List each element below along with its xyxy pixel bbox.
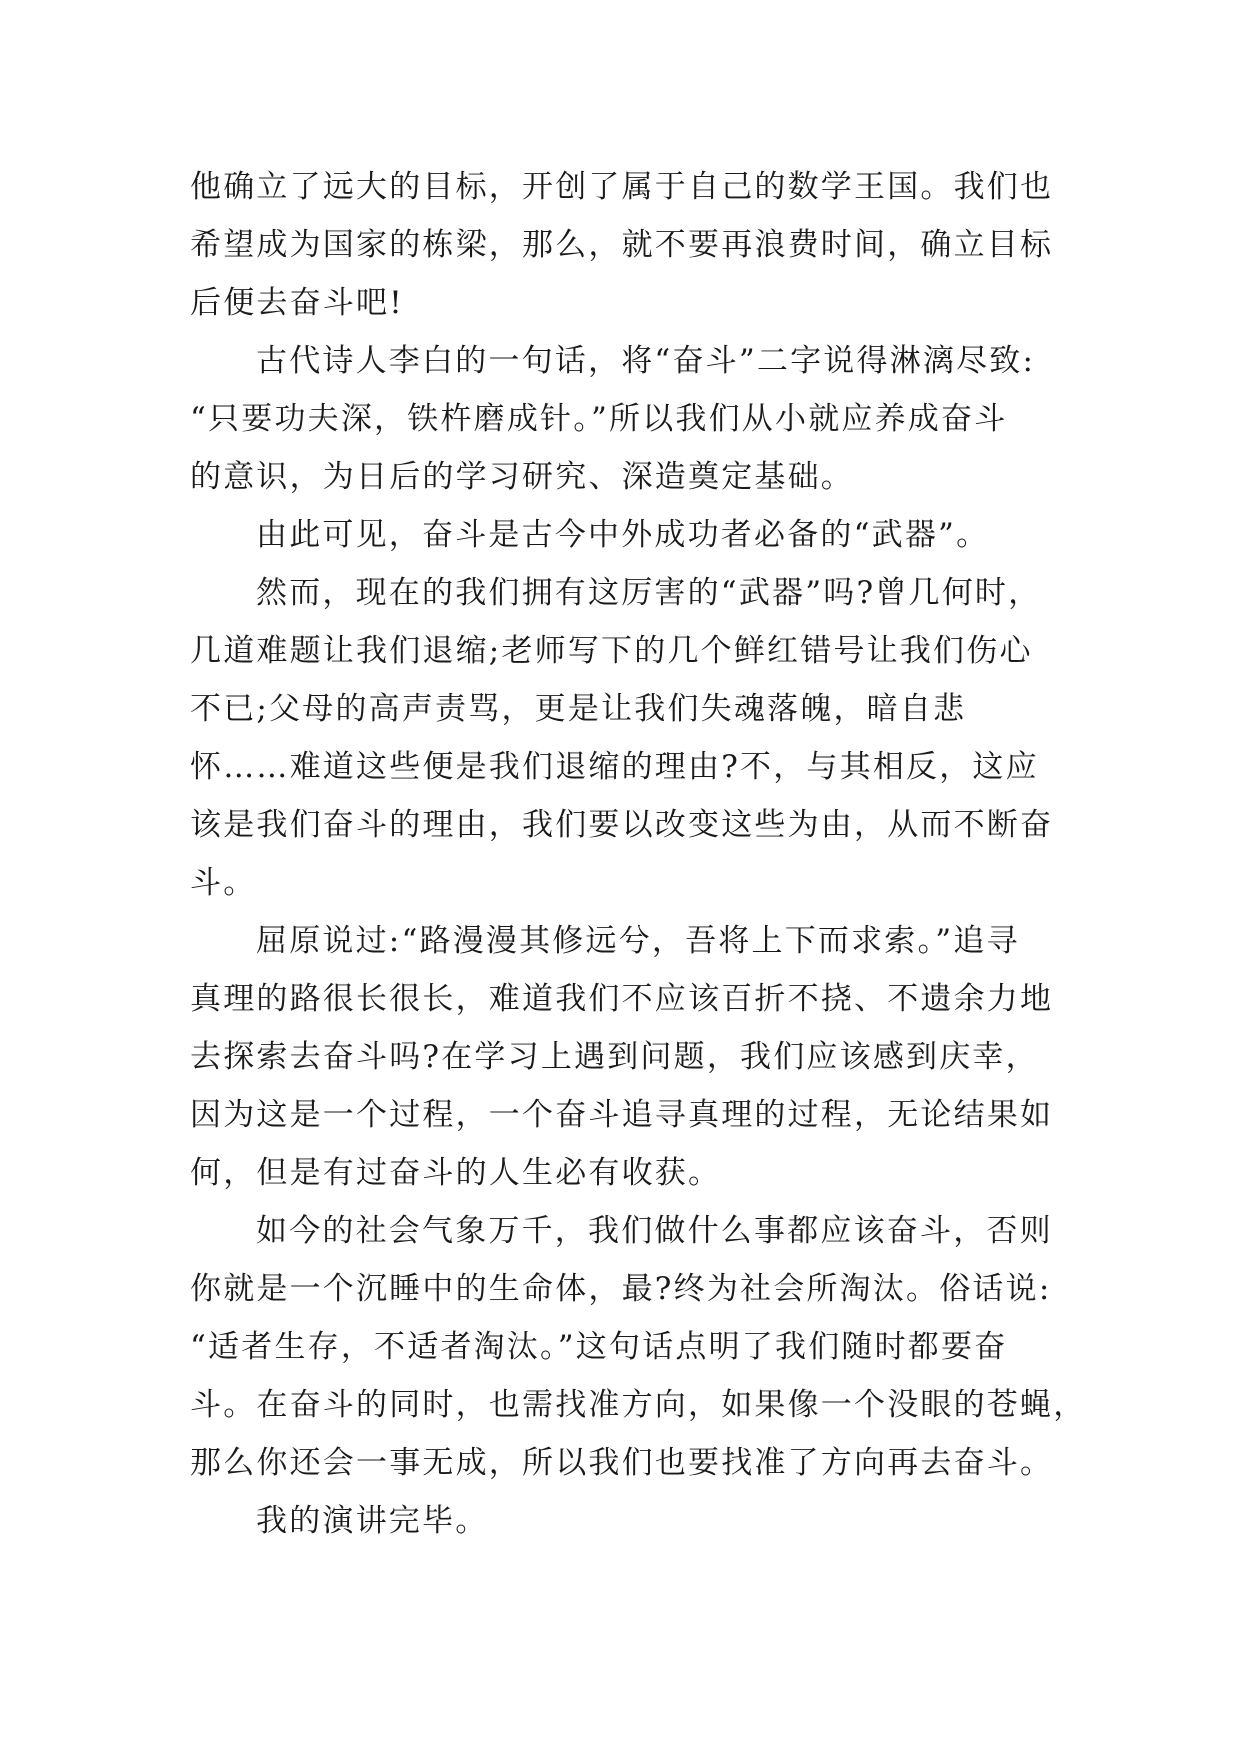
text-line: 几道难题让我们退缩;老师写下的几个鲜红错号让我们伤心 [190,633,1033,669]
text-line: 斗。在奋斗的同时，也需找准方向，如果像一个没眼的苍蝇， [190,1387,1087,1423]
text-line: 何，但是有过奋斗的人生必有收获。 [190,1155,722,1191]
text-line: 去探索去奋斗吗?在学习上遇到问题，我们应该感到庆幸， [190,1039,1039,1075]
text-line: 后便去奋斗吧! [190,285,404,321]
text-line: “只要功夫深，铁杵磨成针。”所以我们从小就应养成奋斗 [190,401,1008,437]
paragraph-4 [190,564,1060,912]
text-line: 真理的路很长很长，难道我们不应该百折不挠、不遗余力地 [190,981,1054,1017]
text-line: 他确立了远大的目标，开创了属于自己的数学王国。我们也 [190,169,1054,205]
paragraph-3 [190,506,1060,564]
paragraph-1 [190,158,1060,332]
text-line: 你就是一个沉睡中的生命体，最?终为社会所淘汰。俗话说: [190,1271,1052,1307]
text-line: 不已;父母的高声责骂，更是让我们失魂落魄，暗自悲 [190,691,967,727]
text-line: 由此可见，奋斗是古今中外成功者必备的“武器”。 [256,517,990,553]
text-line: 古代诗人李白的一句话，将“奋斗”二字说得淋漓尽致: [256,343,1036,379]
text-line: 那么你还会一事无成，所以我们也要找准了方向再去奋斗。 [190,1445,1054,1481]
paragraph-5 [190,912,1060,1202]
text-line: “适者生存，不适者淘汰。”这句话点明了我们随时都要奋 [190,1329,1008,1365]
paragraph-7 [190,1492,1060,1550]
text-line: 我的演讲完毕。 [256,1503,489,1539]
paragraph-6 [190,1202,1087,1492]
text-line: 屈原说过:“路漫漫其修远兮，吾将上下而求索。”追寻 [256,923,1020,959]
text-line: 希望成为国家的栋梁，那么，就不要再浪费时间，确立目标 [190,227,1054,263]
text-line: 然而，现在的我们拥有这厉害的“武器”吗?曾几何时， [256,575,1042,611]
text-line: 该是我们奋斗的理由，我们要以改变这些为由，从而不断奋 [190,807,1054,843]
text-line: 如今的社会气象万千，我们做什么事都应该奋斗，否则 [256,1213,1053,1249]
document-body [190,158,1087,1550]
text-line: 的意识，为日后的学习研究、深造奠定基础。 [190,459,854,495]
paragraph-2 [190,332,1060,506]
text-line: 斗。 [190,865,257,901]
text-line: 怀……难道这些便是我们退缩的理由?不，与其相反，这应 [190,749,1039,785]
text-line: 因为这是一个过程，一个奋斗追寻真理的过程，无论结果如 [190,1097,1054,1133]
